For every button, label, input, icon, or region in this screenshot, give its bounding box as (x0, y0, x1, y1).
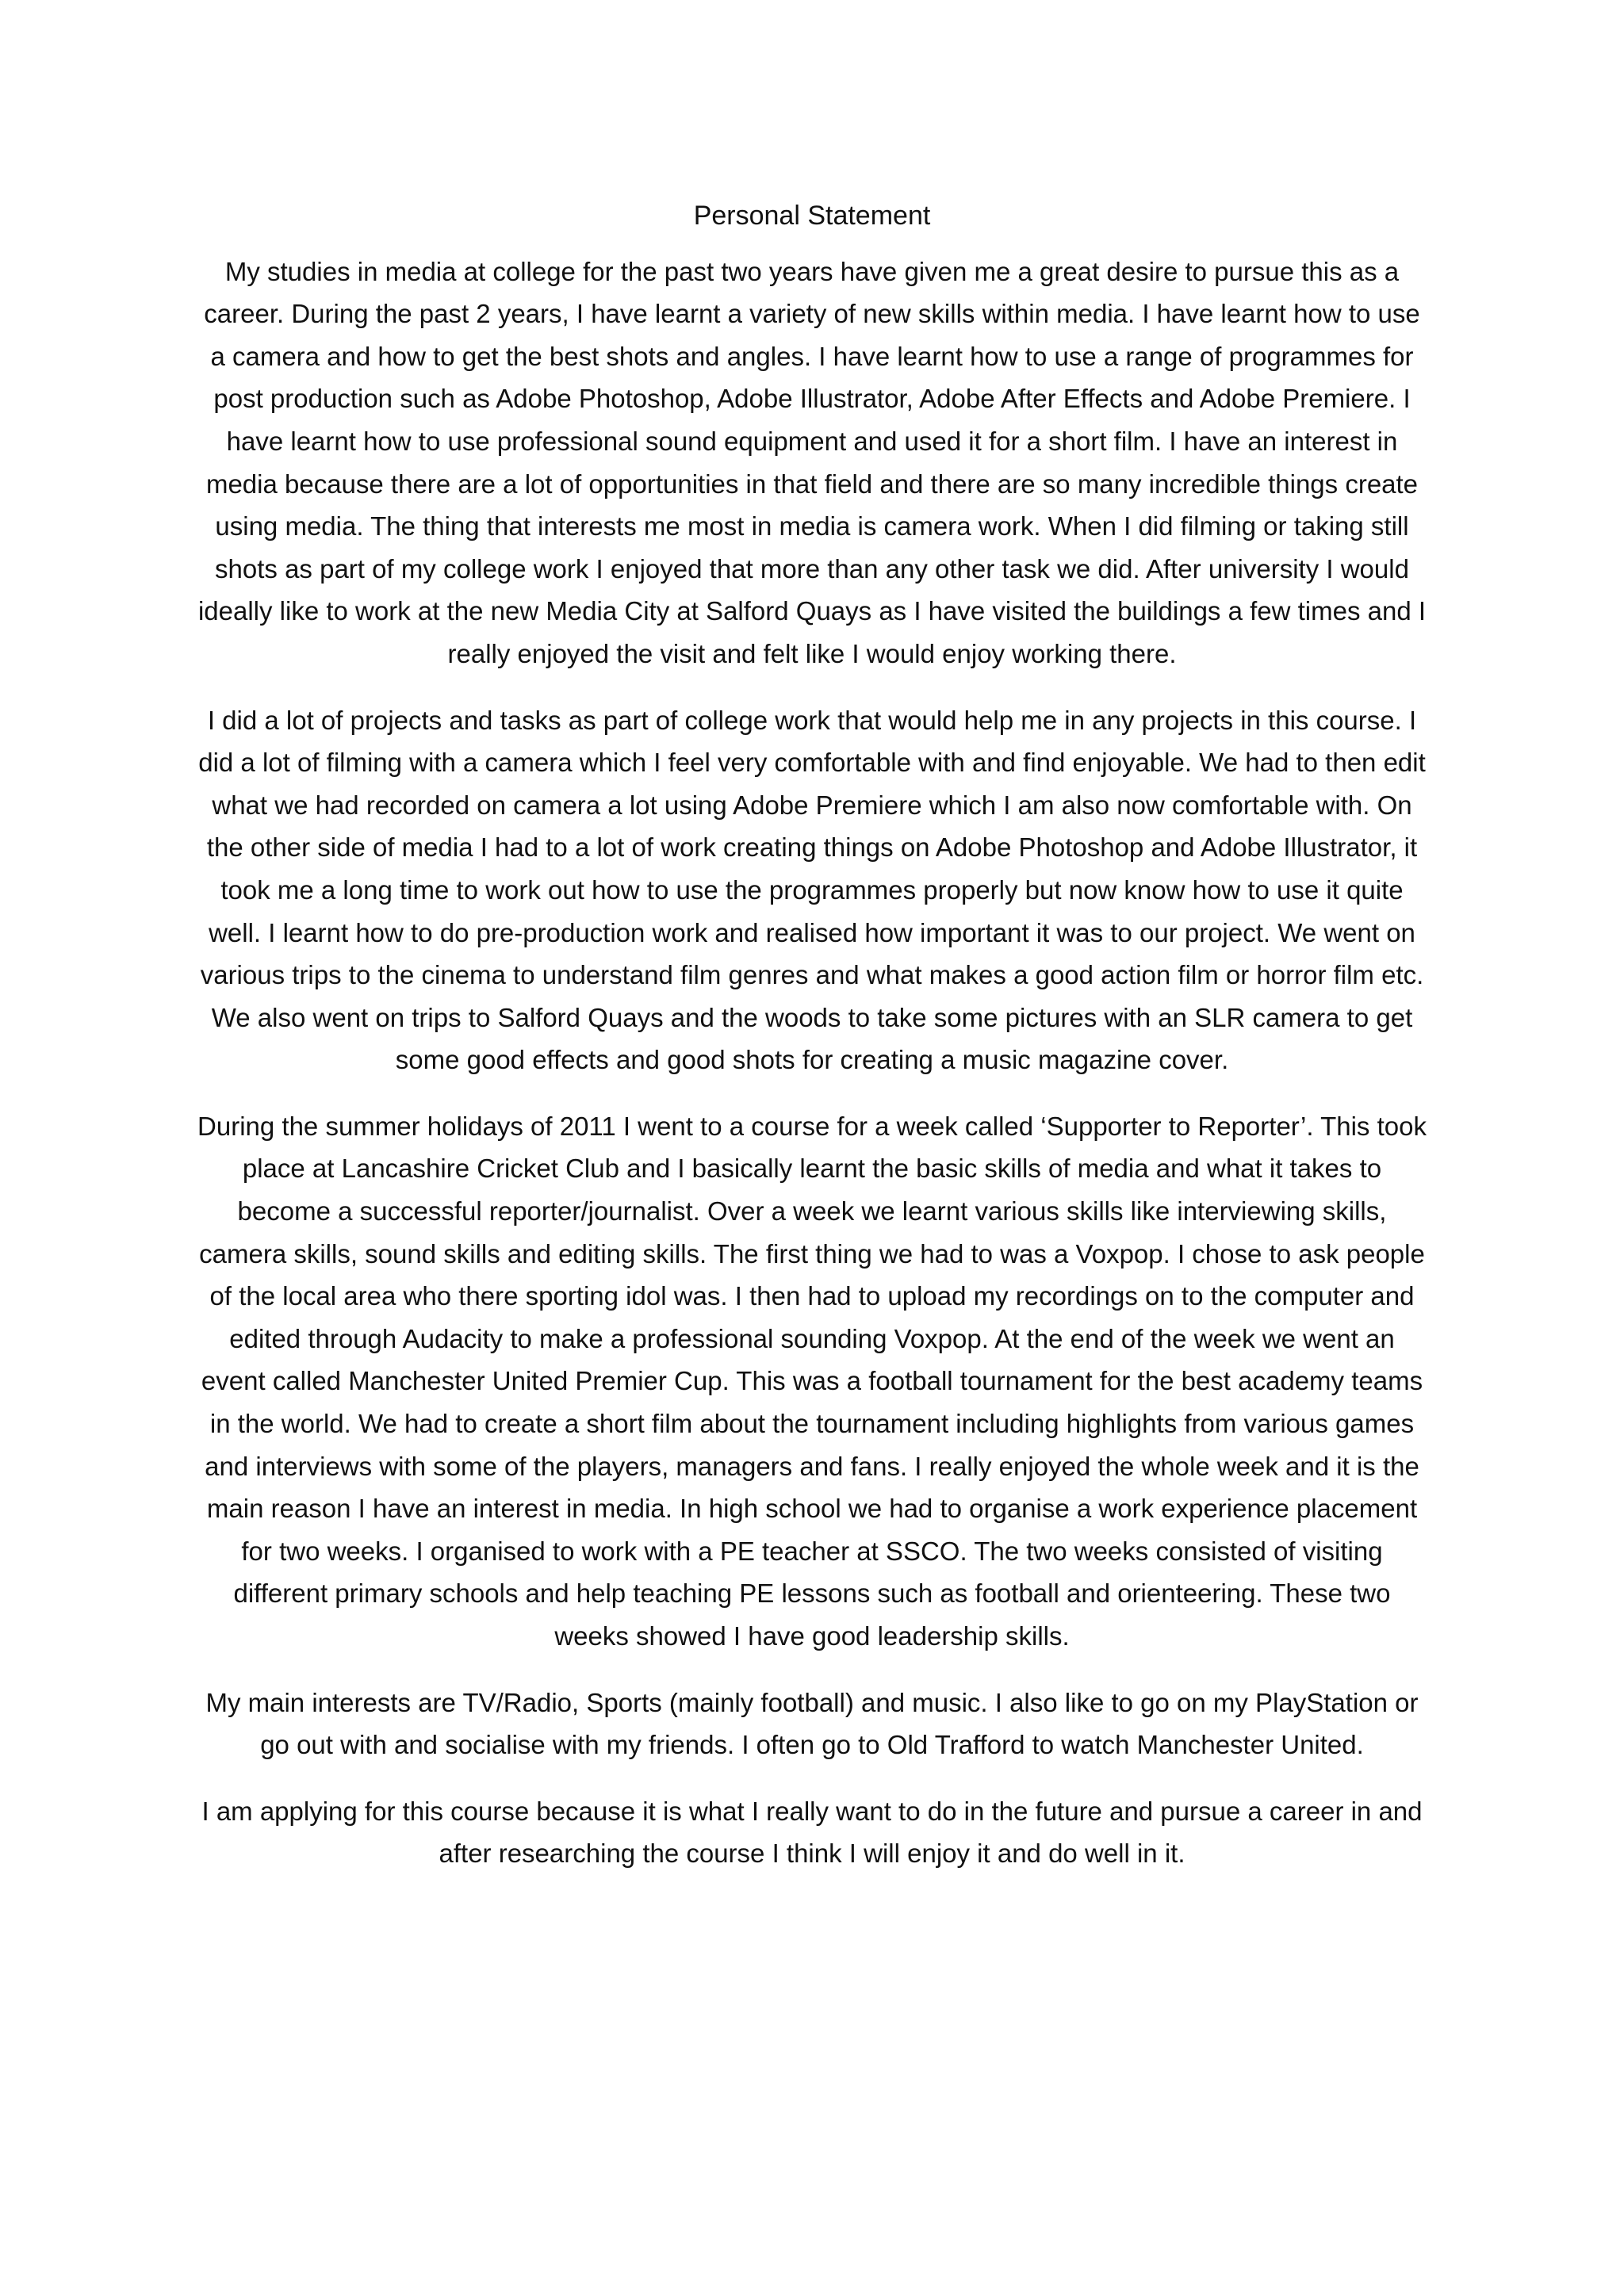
paragraph-2: I did a lot of projects and tasks as part of college work that would help me in any projects in this course. I did a lot of filming with a camera which I feel very comfortable with and find enjoyable. We had to then edit what we had recorded on camera a lot using Adobe Premiere which I am also now comfortable with. On the other side of media I had to a lot of work creating things on Adobe Photoshop and Adobe Illustrator, it took me a long time to work out how to use the programmes properly but now know how to use it quite well. I learnt how to do pre-production work and realised how important it was to our project. We went on various trips to the cinema to understand film genres and what makes a good action film or horror film etc. We also went on trips to Salford Quays and the woods to take some pictures with an SLR camera to get some good effects and good shots for creating a music magazine cover. (198, 705, 1426, 1075)
paragraph-3: During the summer holidays of 2011 I went to a course for a week called ‘Supporter to Reporter’. This took place at Lancashire Cricket Club and I basically learnt the basic skills of media and what it takes to become a successful reporter/journalist. Over a week we learnt various skills like interviewing skills, camera skills, sound skills and editing skills. The first thing we had to was a Voxpop. I chose to ask people of the local area who there sporting idol was. I then had to upload my recordings on to the computer and edited through Audacity to make a professional sounding Voxpop. At the end of the week we went an event called Manchester United Premier Cup. This was a football tournament for the best academy teams in the world. We had to create a short film about the tournament including highlights from various games and interviews with some of the players, managers and fans. I really enjoyed the whole week and it is the main reason I have an interest in media. In high school we had to organise a work experience placement for two weeks. I organised to work with a PE teacher at SSCO. The two weeks consisted of visiting different primary schools and help teaching PE lessons such as football and orienteering. These two weeks showed I have good leadership skills. (197, 1111, 1427, 1651)
document-title: Personal Statement (693, 201, 931, 231)
paragraph-4: My main interests are TV/Radio, Sports (mainly football) and music. I also like to go on my PlayStation or go out with and socialise with my friends. I often go to Old Trafford to watch Manchester United. (205, 1687, 1419, 1760)
paragraph-5: I am applying for this course because it is what I really want to do in the future and pursue a career in and after researching the course I think I will enjoy it and do well in it. (201, 1796, 1423, 1869)
document-body (195, 195, 1429, 1899)
paragraph-1: My studies in media at college for the past two years have given me a great desire to pursue this as a career. During the past 2 years, I have learnt a variety of new skills within media. I have learnt how to use a camera and how to get the best shots and angles. I have learnt how to use a range of programmes for post production such as Adobe Photoshop, Adobe Illustrator, Adobe After Effects and Adobe Premiere. I have learnt how to use professional sound equipment and used it for a short film. I have an interest in media because there are a lot of opportunities in that field and there are so many incredible things create using media. The thing that interests me most in media is camera work. When I did filming or taking still shots as part of my college work I enjoyed that more than any other task we did. After university I would ideally like to work at the new Media City at Salford Quays as I have visited the buildings a few times and I really enjoyed the visit and felt like I would enjoy working there. (197, 256, 1427, 668)
